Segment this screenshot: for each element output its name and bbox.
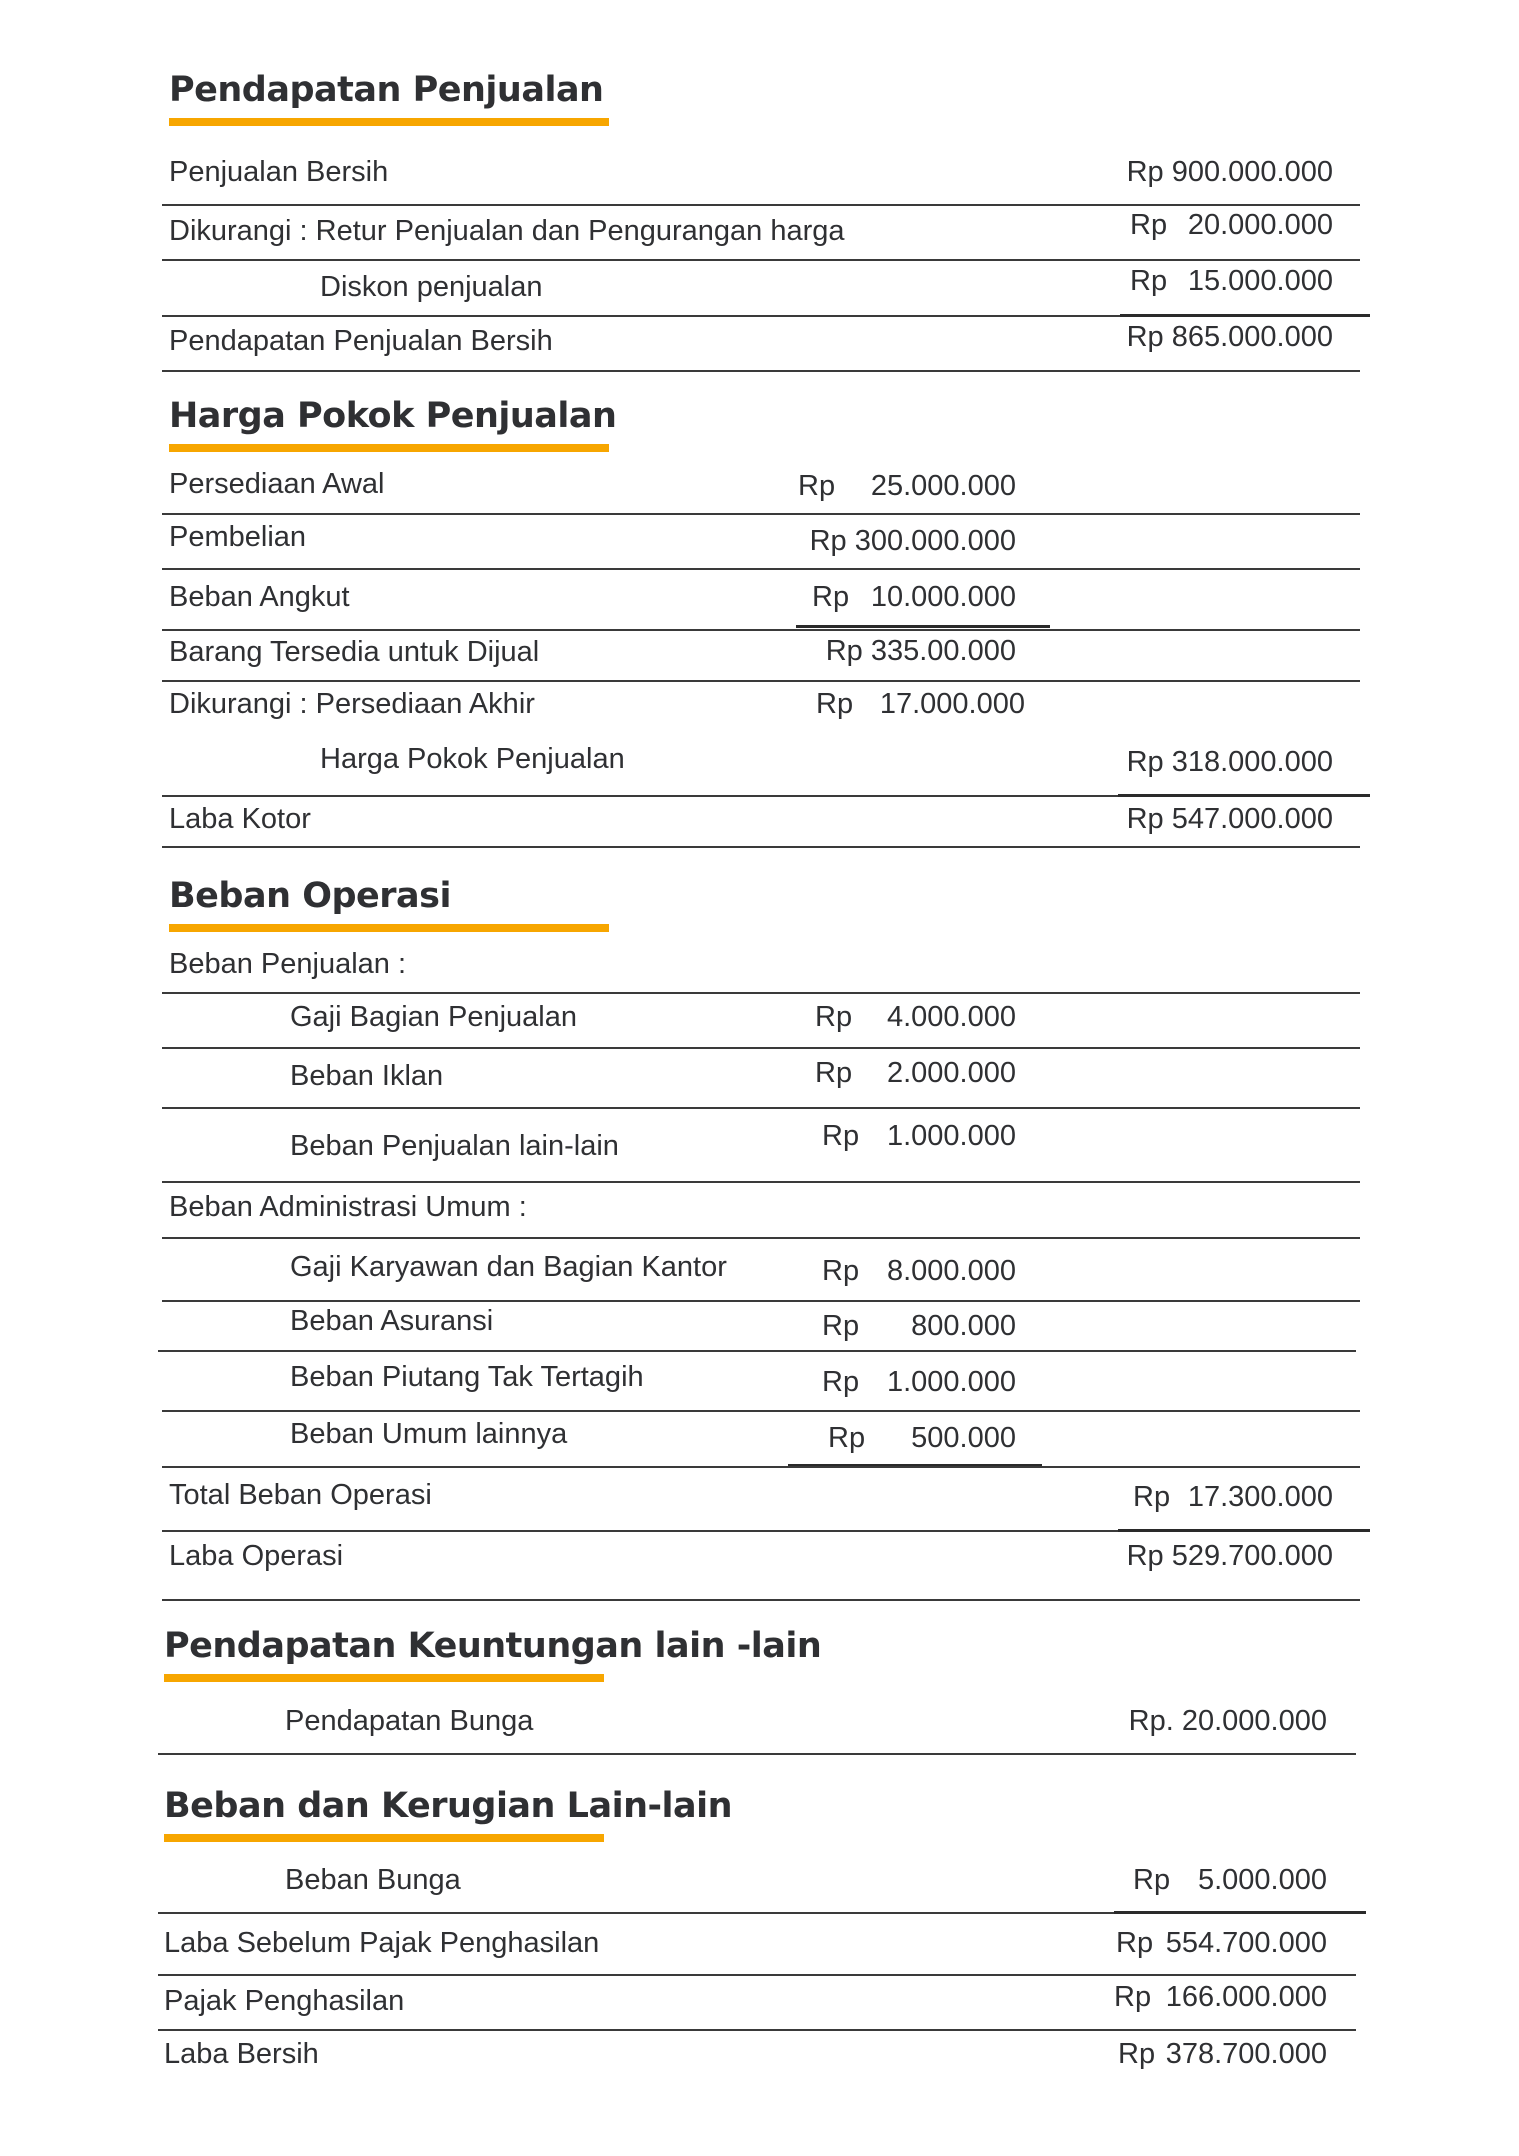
- row-divider: [162, 568, 1360, 570]
- row-label: Laba Sebelum Pajak Penghasilan: [164, 1927, 600, 1959]
- row-divider: [162, 370, 1360, 372]
- row-currency: Rp: [1133, 1864, 1171, 1896]
- row-value: 2.000.000: [886, 1057, 1016, 1089]
- section-title-pendapatan-lain: Pendapatan Keuntungan lain -lain: [164, 1626, 822, 1666]
- section-accent-bar: [169, 118, 609, 126]
- row-value: 15.000.000: [1187, 265, 1333, 297]
- subtotal-rule: [1120, 314, 1370, 317]
- row-currency: Rp: [822, 1255, 860, 1287]
- section-title-beban-operasi: Beban Operasi: [169, 876, 451, 916]
- row-divider: [162, 992, 1360, 994]
- row-currency: Rp: [798, 470, 836, 502]
- row-divider: [162, 1107, 1360, 1109]
- row-label: Persediaan Awal: [169, 468, 385, 500]
- row-value: Rp 318.000.000: [1126, 746, 1333, 778]
- row-value: 166.000.000: [1165, 1981, 1327, 2013]
- subtotal-rule: [1114, 1911, 1366, 1914]
- row-label: Penjualan Bersih: [169, 156, 389, 188]
- row-currency: Rp: [828, 1422, 866, 1454]
- subtotal-rule: [796, 625, 1050, 628]
- row-divider: [162, 1599, 1360, 1601]
- row-label: Beban Asuransi: [290, 1305, 494, 1337]
- row-divider: [162, 259, 1360, 261]
- group-label-beban-admin: Beban Administrasi Umum :: [169, 1191, 527, 1223]
- row-divider: [162, 680, 1360, 682]
- row-divider: [162, 513, 1360, 515]
- row-currency: Rp: [822, 1310, 860, 1342]
- row-divider: [162, 629, 1360, 631]
- row-label: Laba Kotor: [169, 803, 311, 835]
- row-label: Gaji Bagian Penjualan: [290, 1001, 577, 1033]
- row-value: Rp 900.000.000: [1126, 156, 1333, 188]
- row-currency: Rp: [1130, 265, 1168, 297]
- subtotal-rule: [1118, 1529, 1370, 1532]
- row-label: Laba Operasi: [169, 1540, 344, 1572]
- row-currency: Rp: [815, 1057, 853, 1089]
- row-divider: [158, 2029, 1356, 2031]
- section-title-beban-lain: Beban dan Kerugian Lain-lain: [164, 1786, 733, 1826]
- row-value: 378.700.000: [1165, 2038, 1327, 2070]
- row-value: 554.700.000: [1165, 1927, 1327, 1959]
- row-value: Rp. 20.000.000: [1128, 1705, 1327, 1737]
- row-currency: Rp: [812, 581, 850, 613]
- row-value: 4.000.000: [886, 1001, 1016, 1033]
- section-accent-bar: [169, 924, 609, 932]
- row-currency: Rp: [1116, 1927, 1154, 1959]
- row-value: 25.000.000: [870, 470, 1016, 502]
- row-label: Pajak Penghasilan: [164, 1985, 405, 2017]
- row-value: 1.000.000: [886, 1366, 1016, 1398]
- row-label: Barang Tersedia untuk Dijual: [169, 636, 540, 668]
- row-label: Beban Iklan: [290, 1060, 444, 1092]
- row-divider: [162, 846, 1360, 848]
- section-accent-bar: [164, 1674, 604, 1682]
- row-value: 5.000.000: [1197, 1864, 1327, 1896]
- row-value: 800.000: [911, 1310, 1016, 1342]
- row-currency: Rp: [815, 1001, 853, 1033]
- row-value: 1.000.000: [886, 1120, 1016, 1152]
- row-value: 20.000.000: [1187, 209, 1333, 241]
- row-label: Beban Angkut: [169, 581, 350, 613]
- row-currency: Rp: [1130, 209, 1168, 241]
- subtotal-rule: [1118, 794, 1370, 797]
- row-value: Rp 865.000.000: [1126, 321, 1333, 353]
- row-value: Rp 335.00.000: [825, 635, 1016, 667]
- row-label: Dikurangi : Retur Penjualan dan Pengurangan harga: [169, 215, 845, 247]
- row-label: Laba Bersih: [164, 2038, 319, 2070]
- row-divider: [158, 1350, 1356, 1352]
- row-label: Pendapatan Bunga: [285, 1705, 534, 1737]
- row-label: Beban Umum lainnya: [290, 1418, 568, 1450]
- row-value: 500.000: [911, 1422, 1016, 1454]
- row-divider: [162, 1410, 1360, 1412]
- row-currency: Rp: [816, 688, 854, 720]
- row-label: Harga Pokok Penjualan: [320, 743, 625, 775]
- row-value: 8.000.000: [886, 1255, 1016, 1287]
- section-title-pendapatan: Pendapatan Penjualan: [169, 70, 604, 110]
- section-accent-bar: [164, 1834, 604, 1842]
- row-divider: [158, 1974, 1356, 1976]
- row-label: Dikurangi : Persediaan Akhir: [169, 688, 535, 720]
- row-divider: [158, 1753, 1356, 1755]
- row-value: 10.000.000: [870, 581, 1016, 613]
- row-label: Diskon penjualan: [320, 271, 543, 303]
- row-label: Pendapatan Penjualan Bersih: [169, 325, 553, 357]
- row-currency: Rp: [1133, 1481, 1171, 1513]
- row-label: Beban Penjualan lain-lain: [290, 1130, 619, 1162]
- row-divider: [162, 1300, 1360, 1302]
- row-value: Rp 300.000.000: [809, 525, 1016, 557]
- section-accent-bar: [169, 444, 609, 452]
- row-label: Beban Bunga: [285, 1864, 461, 1896]
- row-label: Gaji Karyawan dan Bagian Kantor: [290, 1251, 727, 1283]
- row-value: 17.300.000: [1187, 1481, 1333, 1513]
- row-currency: Rp: [822, 1120, 860, 1152]
- row-divider: [162, 1181, 1360, 1183]
- row-divider: [162, 1047, 1360, 1049]
- row-value: Rp 529.700.000: [1126, 1540, 1333, 1572]
- row-value: 17.000.000: [879, 688, 1025, 720]
- group-label-beban-penjualan: Beban Penjualan :: [169, 948, 407, 980]
- row-divider: [162, 204, 1360, 206]
- row-divider: [162, 1466, 1360, 1468]
- row-currency: Rp: [822, 1366, 860, 1398]
- row-currency: Rp: [1118, 2038, 1156, 2070]
- row-label: Pembelian: [169, 521, 307, 553]
- row-label: Total Beban Operasi: [169, 1479, 432, 1511]
- row-currency: Rp: [1114, 1981, 1152, 2013]
- section-title-hpp: Harga Pokok Penjualan: [169, 396, 617, 436]
- row-label: Beban Piutang Tak Tertagih: [290, 1361, 644, 1393]
- row-divider: [162, 1237, 1360, 1239]
- row-value: Rp 547.000.000: [1126, 803, 1333, 835]
